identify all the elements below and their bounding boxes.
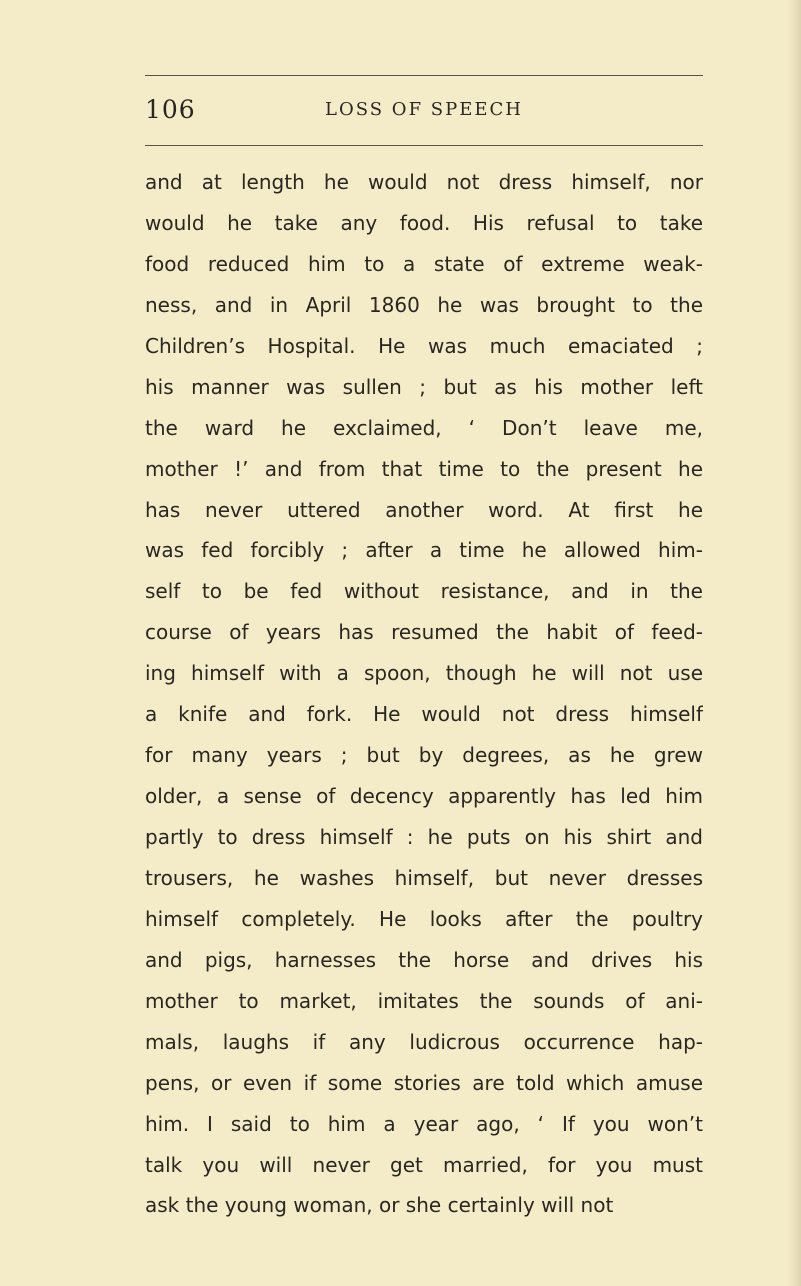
text-line: and at length he would not dress himself, nor [145,170,703,194]
text-line: mother to market, imitates the sounds of ani- [145,988,703,1013]
header-top-rule [145,75,703,76]
running-title: LOSS OF SPEECH [325,99,523,120]
text-line: self to be fed without resistance, and in the [145,579,703,604]
text-line: mother !’ and from that time to the present he [145,456,703,481]
page-number: 106 [145,95,196,124]
text-line: would he take any food. His refusal to take [145,210,703,235]
running-header [145,93,703,127]
text-line: his manner was sullen ; but as his mother left [145,374,703,399]
text-line: the ward he exclaimed, ‘ Don’t leave me, [145,415,703,440]
page-edge-shadow [787,0,801,1286]
text-line: ask the young woman, or she certainly will not [145,1193,614,1218]
text-line: was fed forcibly ; after a time he allowed him- [145,538,703,563]
text-line: course of years has resumed the habit of feed- [145,620,703,645]
text-line: for many years ; but by degrees, as he grew [145,743,703,768]
text-line: food reduced him to a state of extreme weak- [145,251,703,276]
text-line: older, a sense of decency apparently has led him [145,784,703,809]
text-line: talk you will never get married, for you must [145,1152,703,1177]
text-line: and pigs, harnesses the horse and drives his [145,947,703,972]
text-line: ing himself with a spoon, though he will not use [145,661,703,686]
text-line: has never uttered another word. At first he [145,497,703,522]
text-line: a knife and fork. He would not dress himself [145,702,703,727]
text-line: him. I said to him a year ago, ‘ If you won’t [145,1111,703,1136]
text-line: ness, and in April 1860 he was brought to the [145,292,703,317]
text-line: mals, laughs if any ludicrous occurrence hap- [145,1029,703,1054]
body-text [145,162,715,1226]
text-line: pens, or even if some stories are told which amuse [145,1070,703,1095]
text-line: himself completely. He looks after the poultry [145,906,703,931]
text-line: trousers, he washes himself, but never dresses [145,865,703,890]
header-bottom-rule [145,145,703,146]
text-line: Children’s Hospital. He was much emaciated ; [145,333,703,358]
text-line: partly to dress himself : he puts on his shirt and [145,825,703,849]
